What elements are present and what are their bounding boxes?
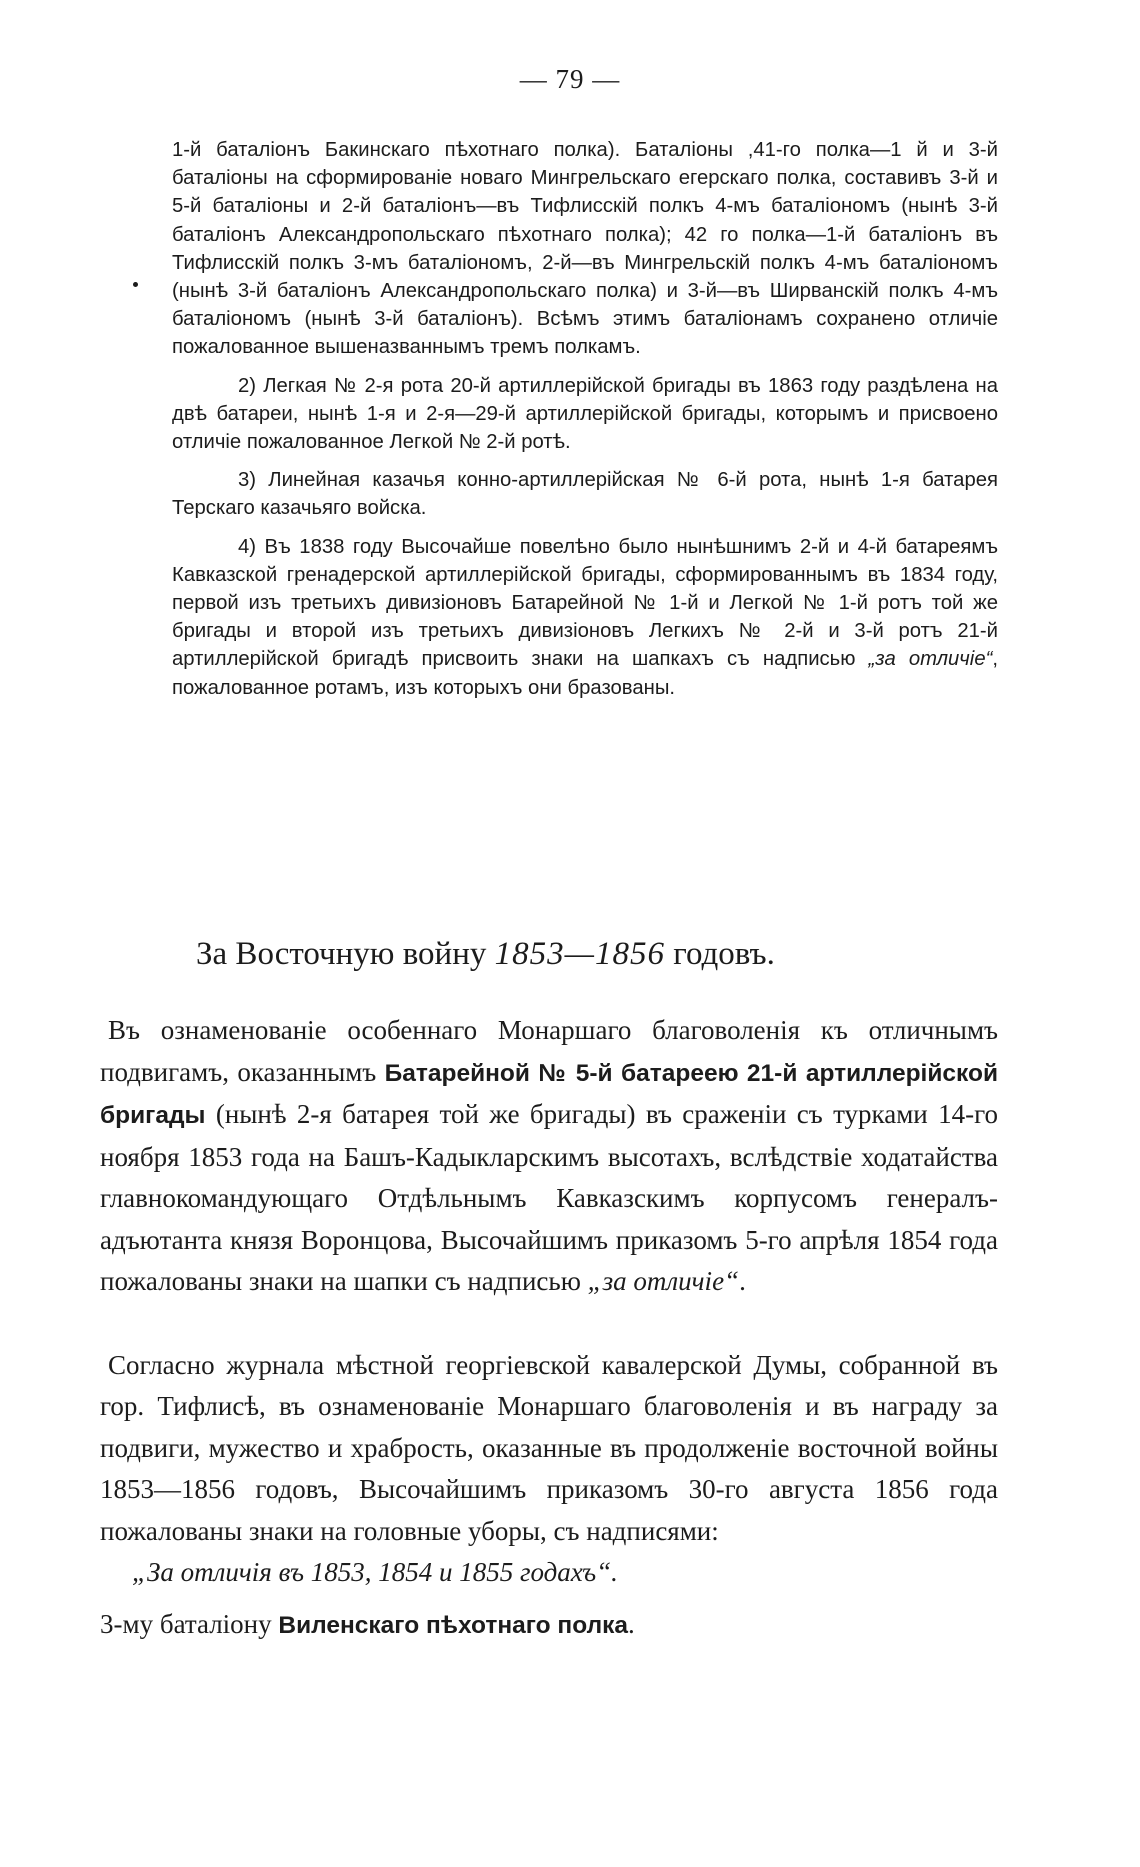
award-bold-unit: Виленскаго пѣхотнаго полка: [278, 1611, 629, 1639]
footnote-4-quote: „за отличіе“: [868, 648, 993, 671]
paragraph-1-text: Въ ознаменованіе особеннаго Монаршаго благоволенія къ отличнымъ подвигамъ, оказаннымъ: [100, 1015, 998, 1087]
footnote-1-continuation: 1-й баталіонъ Бакинскаго пѣхотнаго полка). Баталіоны ,41-го полка—1 й и 3-й баталіоны на сформированіе новаго Мингрельскаго егерскаго полка, составивъ 3-й и 5-й баталіоны и 2-й баталіонъ—въ Тифлисскій полкъ 4-мъ баталіономъ (нынѣ 3-й баталіонъ Александропольскаго пѣхотнаго полка); 42 го полка—1-й баталіонъ въ Тифлисскій полкъ 3-мъ баталіономъ, 2-й—въ Мингрельскій полкъ 4-мъ баталіономъ (нынѣ 3-й баталіонъ Александропольскаго полка) и 3-й—въ Ширванскій полкъ 4-мъ баталіономъ (нынѣ 3-й баталіонъ). Всѣмъ этимъ баталіонамъ сохранено отличіе пожалованное вышеназваннымъ тремъ полкамъ.: [172, 139, 998, 359]
footnotes-block: [172, 136, 998, 702]
paragraph-1-end: .: [739, 1266, 746, 1296]
paragraph-2: Согласно журнала мѣстной георгіевской кавалерской Думы, собранной въ гор. Тифлисѣ, въ ознаменованіе Монаршаго благоволенія и въ награду за подвиги, мужество и храбрость, оказанные въ продолженіе восточной войны 1853—1856 годовъ, Высочайшимъ приказомъ 30-го августа 1856 года пожалованы знаки на головные уборы, съ надписями:: [100, 1349, 998, 1546]
paragraph-1-bold-unit: Батарейной № 5-й батареею 21-й артиллерійской бригады: [100, 1059, 999, 1129]
paragraph-1-continuation: (нынѣ 2-я батарея той же бригады) въ сраженіи съ турками 14-го ноября 1853 года на Башъ-Кадыкларскимъ высотахъ, вслѣдствіе ходатайства главнокомандующаго Отдѣльнымъ Кавказскимъ корпусомъ генералъ-адъютанта князя Воронцова, Высочайшимъ приказомъ 5-го апрѣля 1854 года пожалованы знаки на шапки съ надписью: [100, 1099, 998, 1296]
section-title: [196, 934, 856, 974]
margin-dot-mark: [133, 282, 138, 287]
main-text: [100, 1010, 998, 1646]
section-title-years: 1853—1856: [494, 936, 665, 972]
footnote-2: 2) Легкая № 2-я рота 20-й артиллерійской бригады въ 1863 году раздѣлена на двѣ батареи, нынѣ 1-я и 2-я—29-й артиллерійской бригады, которымъ и присвоено отличіе пожалованное Легкой № 2-й ротѣ.: [172, 374, 998, 454]
award-line: [100, 1604, 998, 1647]
section-title-text: За Восточную войну: [196, 936, 495, 972]
paragraph-1: [100, 1010, 998, 1303]
motto-inscription: „За отличія въ 1853, 1854 и 1855 годахъ“.: [132, 1557, 618, 1587]
page-number: — 79 —: [519, 64, 621, 94]
award-end: .: [628, 1608, 635, 1639]
footnote-4: [172, 533, 998, 702]
footnote-3: 3) Линейная казачья конно-артиллерійская № 6-й рота, нынѣ 1-я батарея Терскаго казачьяго войска.: [172, 469, 998, 520]
footnote-4-text: 4) Въ 1838 году Высочайше повелѣно было нынѣшнимъ 2-й и 4-й батареямъ Кавказской гренадерской артиллерійской бригады, сформированнымъ въ 1834 году, первой изъ третьихъ дивизіоновъ Батарейной № 1-й и Легкой № 1-й ротъ той же бригады и второй изъ третьихъ дивизіоновъ Легкихъ № 2-й и 3-й ротъ 21-й артиллерійской бригадѣ присвоить знаки на шапкахъ съ надписью: [172, 535, 998, 671]
paragraph-1-quote: „за отличіе“: [587, 1266, 740, 1296]
section-title-end: годовъ.: [664, 936, 775, 972]
footnote-4-end: , пожалованное ротамъ, изъ которыхъ они бразованы.: [172, 648, 998, 699]
award-text: 3-му баталіону: [100, 1608, 279, 1639]
